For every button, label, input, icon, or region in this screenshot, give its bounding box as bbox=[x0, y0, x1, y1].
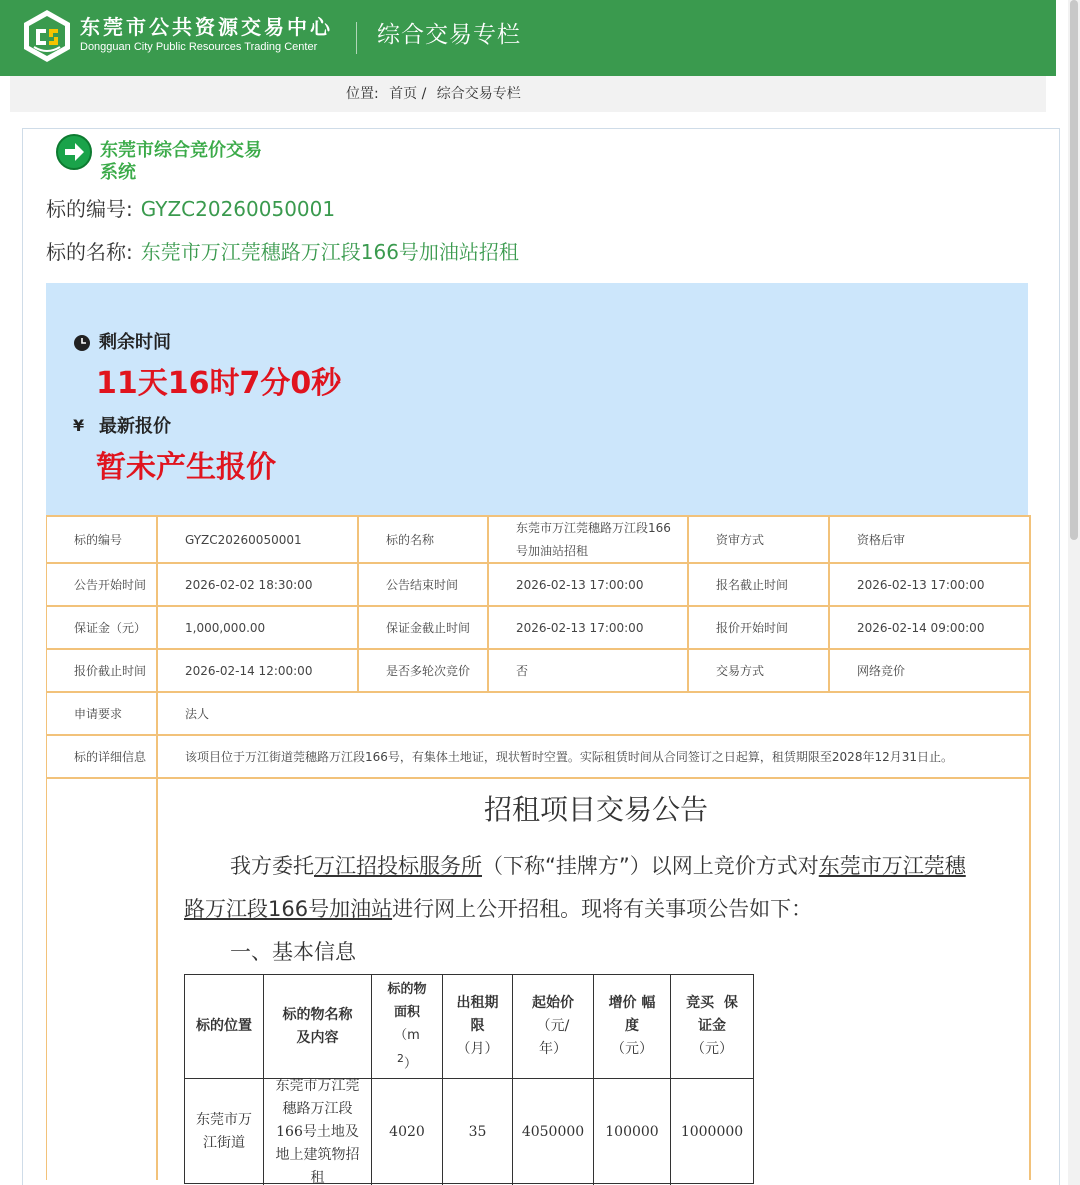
table-cell-value: 否 bbox=[489, 650, 689, 693]
logo-cn: 东莞市公共资源交易中心 bbox=[80, 15, 333, 39]
subject-name-value: 东莞市万江莞穗路万江段166号加油站招租 bbox=[140, 240, 519, 264]
table-cell-label: 是否多轮次竞价 bbox=[359, 650, 489, 693]
notice-title: 招租项目交易公告 bbox=[484, 793, 709, 826]
remaining-time-value: 11天16时7分0秒 bbox=[96, 366, 342, 401]
breadcrumb-home-link[interactable]: 首页 / bbox=[389, 86, 427, 102]
table-header-start-price: 起始价 （元/ 年） bbox=[513, 975, 594, 1079]
table-header-increment: 增价 幅 度 （元） bbox=[594, 975, 671, 1079]
notice-text: 进行网上公开招租。现将有关事项公告如下： bbox=[392, 897, 813, 921]
table-cell-label: 报价开始时间 bbox=[689, 607, 830, 650]
table-cell-label: 保证金（元） bbox=[47, 607, 158, 650]
table-cell-value: 法人 bbox=[158, 693, 1031, 736]
site-header bbox=[0, 0, 1056, 76]
section-heading-basic-info: 一、基本信息 bbox=[230, 940, 356, 964]
table-cell-value: 2026-02-14 12:00:00 bbox=[158, 650, 359, 693]
table-cell-value: 2026-02-13 17:00:00 bbox=[489, 564, 689, 607]
table-header-name: 标的物名称及内容 bbox=[264, 975, 372, 1079]
breadcrumb-current[interactable]: 综合交易专栏 bbox=[436, 86, 521, 102]
table-cell-value: 2026-02-14 09:00:00 bbox=[830, 607, 1031, 650]
table-cell-value: GYZC20260050001 bbox=[158, 515, 359, 564]
subject-code-value: GYZC20260050001 bbox=[140, 197, 336, 221]
table-cell-value: 东莞市万江莞穗路万江段166号加油站招租 bbox=[489, 515, 689, 564]
logo-en: Dongguan City Public Resources Trading Center bbox=[80, 41, 318, 53]
clock-icon bbox=[74, 335, 90, 351]
yen-icon: ¥ bbox=[73, 416, 85, 435]
system-title: 东莞市综合竞价交易系统 bbox=[100, 140, 262, 183]
table-cell-area: 4020 bbox=[372, 1079, 443, 1185]
subject-code-label: 标的编号: bbox=[46, 197, 133, 221]
notice-paragraph-line-1 bbox=[230, 851, 966, 881]
header-section-title: 综合交易专栏 bbox=[377, 22, 521, 48]
breadcrumb-label: 位置: bbox=[346, 86, 379, 102]
table-cell-label: 报名截止时间 bbox=[689, 564, 830, 607]
table-cell-deposit: 1000000 bbox=[680, 1123, 744, 1140]
table-cell-name: 东莞市万江莞穗路万江段166号土地及地上建筑物招租 bbox=[264, 1079, 372, 1185]
table-cell-label: 申请要求 bbox=[47, 693, 158, 736]
header-divider bbox=[356, 22, 357, 54]
table-cell-increment: 100000 bbox=[594, 1079, 671, 1185]
site-logo-icon[interactable] bbox=[22, 9, 72, 63]
basic-info-table bbox=[184, 974, 754, 1184]
table-cell-value: 该项目位于万江街道莞穗路万江段166号，有集体土地证，现状暂时空置。实际租赁时间从合同签订之日起算，租赁期限至2028年12月31日止。 bbox=[158, 736, 1031, 779]
subject-code-row bbox=[46, 195, 335, 223]
notice-subject-link: 东莞市万江莞穗 bbox=[818, 854, 966, 878]
table-cell-value: 2026-02-02 18:30:00 bbox=[158, 564, 359, 607]
table-cell-label: 标的详细信息 bbox=[47, 736, 158, 779]
breadcrumb bbox=[346, 84, 527, 104]
table-cell-term: 35 bbox=[443, 1079, 513, 1185]
table-cell-label: 标的名称 bbox=[359, 515, 489, 564]
table-cell-value: 2026-02-13 17:00:00 bbox=[830, 564, 1031, 607]
table-cell-value: 资格后审 bbox=[830, 515, 1031, 564]
latest-price-label: 最新报价 bbox=[99, 416, 171, 437]
table-cell-label: 资审方式 bbox=[689, 515, 830, 564]
table-header-location: 标的位置 bbox=[185, 975, 264, 1079]
table-header-area: 标的物 面积 （m $^2$） bbox=[372, 975, 443, 1079]
breadcrumb-bar bbox=[10, 76, 1046, 112]
table-cell-label: 报价截止时间 bbox=[47, 650, 158, 693]
notice-text: 我方委托 bbox=[230, 854, 314, 878]
table-cell-label: 公告结束时间 bbox=[359, 564, 489, 607]
table-cell-start-price: 4050000 bbox=[513, 1079, 594, 1185]
table-cell-label: 保证金截止时间 bbox=[359, 607, 489, 650]
subject-name-row bbox=[46, 238, 519, 266]
notice-paragraph-line-2 bbox=[184, 894, 812, 924]
notice-subject-link: 路万江段166号加油站 bbox=[184, 897, 393, 921]
site-logo-text[interactable] bbox=[80, 14, 333, 54]
table-cell-value: 网络竞价 bbox=[830, 650, 1031, 693]
notice-text: （下称“挂牌方”）以网上竞价方式对 bbox=[482, 854, 819, 878]
table-cell-label: 交易方式 bbox=[689, 650, 830, 693]
subject-name-label: 标的名称: bbox=[46, 240, 133, 264]
table-cell-location: 东莞市万江街道 bbox=[185, 1079, 264, 1185]
table-header-deposit: 竞买 保 证金 （元） bbox=[671, 975, 753, 1079]
notice-agency-link: 万江招投标服务所 bbox=[314, 854, 482, 878]
arrow-right-circle-icon bbox=[56, 134, 92, 170]
table-cell-label: 标的编号 bbox=[47, 515, 158, 564]
latest-price-value: 暂未产生报价 bbox=[96, 450, 276, 485]
scrollbar-thumb[interactable] bbox=[1070, 0, 1078, 540]
table-cell-value: 2026-02-13 17:00:00 bbox=[489, 607, 689, 650]
remaining-time-label: 剩余时间 bbox=[99, 332, 171, 353]
table-cell-value: 1,000,000.00 bbox=[158, 607, 359, 650]
table-cell-label bbox=[47, 779, 158, 1180]
table-cell-label: 公告开始时间 bbox=[47, 564, 158, 607]
table-header-term: 出租期 限 （月） bbox=[443, 975, 513, 1079]
